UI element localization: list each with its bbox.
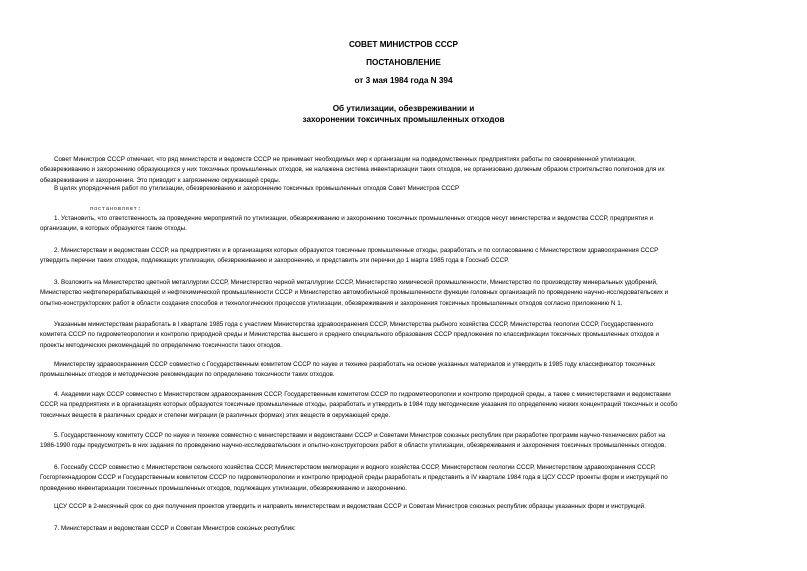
paragraph-line: организации, в которых образуются такие отходы.: [40, 225, 187, 233]
paragraph-purpose: [40, 184, 773, 194]
paragraph-line: 5. Государственному комитету СССР по науке и технике совместно с министерствами и ведомствами СССР и Советами Министров союзных республик при разработке программ научно-технических работ на: [54, 432, 666, 439]
paragraph-line: 1986-1990 годы предусмотреть в них задания по проведению научно-исследовательских и опытно-конструкторских работ в области утилизации, обезвреживания и захоронения токсичных промышленных отходов.: [40, 442, 667, 450]
paragraph-item-5: [40, 431, 773, 452]
paragraph-line: Министерству здравоохранения СССР совместно с Государственным комитетом СССР по науке и технике разработать на основе указанных материалов и утвердить в 1985 году классификатор токсичных: [54, 361, 656, 368]
paragraph-line: 7. Министерствам и ведомствам СССР и Советам Министров союзных республик:: [54, 525, 296, 532]
paragraph-line: 3. Возложить на Министерство цветной металлургии СССР, Министерство черной металлургии СССР, Министерство химической промышленности, Министерство по производству минеральных удобрений,: [54, 279, 658, 286]
paragraph-line: Указанным министерствам разработать в I квартале 1985 года с участием Министерства здравоохранения СССР, Министерства рыбного хозяйства СССР, Министерства геологии СССР, Государственного: [54, 321, 654, 328]
paragraph-line: проведению инвентаризации токсичных промышленных отходов, подлежащих утилизации, обезвреживанию и захоронению.: [40, 484, 407, 492]
date-number-heading: от 3 мая 1984 года N 394: [354, 76, 453, 85]
council-heading: СОВЕТ МИНИСТРОВ СССР: [348, 40, 459, 49]
title-line-2: захоронении токсичных промышленных отходов: [302, 115, 505, 124]
paragraph-line: 1. Установить, что ответственность за проведение мероприятий по утилизации, обезвреживанию и захоронению токсичных промышленных отходов несут министерства и ведомства СССР, предприятия и: [54, 215, 654, 222]
paragraph-line: Госгортехнадзором СССР и Государственным комитетом СССР по гидрометеорологии и контролю природной среды разработать и представить в IV квартале 1984 года в ЦСУ СССР проекты форм и инструкций по: [40, 474, 668, 482]
paragraph-line: обезвреживания и захоронения. Это приводит к загрязнению окружающей среды.: [40, 176, 281, 184]
paragraph-item-3: [40, 278, 773, 309]
paragraph-line: 6. Госснабу СССР совместно с Министерством сельского хозяйства СССР, Министерством мелиорации и водного хозяйства СССР, Министерством геологии СССР, Министерством здравоохранения СССР,: [54, 464, 656, 471]
paragraph-line: Министерство нефтеперерабатывающей и нефтехимической промышленности СССР и Министерство автомобильной промышленности функции головных организаций по проведению научно-исследовательских и: [40, 289, 669, 297]
paragraph-line: токсичных веществ в различных средах и степени миграции (в различных формах) этих веществ в окружающей среде.: [40, 411, 391, 419]
paragraph-line: утвердить перечни таких отходов, подлежащих утилизации, обезвреживанию и захоронению, и представить эти перечни до 1 марта 1985 года в Госснаб СССР.: [40, 257, 509, 265]
paragraph-item-2: [40, 246, 773, 267]
paragraph-item-6b: [40, 502, 773, 512]
title-line-1: Об утилизации, обезвреживании и: [332, 104, 475, 113]
paragraph-line: Совет Министров СССР отмечает, что ряд министерств и ведомств СССР не принимает необходимых мер к организации на подведомственных предприятиях работы по своевременной утилизации,: [54, 156, 636, 163]
paragraph-item-1: [40, 214, 773, 235]
paragraph-line: 2. Министерствам и ведомствам СССР, на предприятиях и в организациях которых образуются токсичные промышленные отходы, разработать и по согласованию с Министерством здравоохранения СССР: [54, 247, 659, 254]
paragraph-item-4: [40, 390, 773, 421]
paragraph-line: обезвреживанию и захоронению образующихся у них токсичных промышленных отходов, не налажена система инвентаризации таких отходов, не организовано должным образом строительство полигонов для их: [40, 166, 665, 174]
paragraph-line: В целях упорядочения работ по утилизации, обезвреживанию и захоронению токсичных промышленных отходов Совет Министров СССР: [54, 185, 460, 192]
paragraph-line: 4. Академии наук СССР совместно с Министерством здравоохранения СССР, Государственным комитетом СССР по гидрометеорологии и контролю природной среды, а также с министерствами и ведомствами: [54, 391, 671, 398]
paragraph-item-3b: [40, 320, 773, 351]
paragraph-item-3c: [40, 360, 773, 381]
paragraph-line: комитета СССР по гидрометеорологии и контролю природной среды и Министерства высшего и среднего специального образования СССР предложения по классификации токсичных промышленных отходов и: [40, 331, 659, 339]
paragraph-line: проекты методических рекомендаций по определению токсичности таких отходов.: [40, 341, 283, 349]
resolves-stamp: постановляет:: [90, 205, 142, 212]
paragraph-line: промышленных отходов и методические рекомендации по определению токсичности таких отходов.: [40, 371, 335, 379]
paragraph-line: опытно-конструкторских работ в области создания способов и технологических процессов утилизации, обезвреживания и захоронения токсичных промышленных отходов согласно приложению N 1.: [40, 299, 623, 307]
paragraph-line: СССР, на предприятиях и в организациях которых образуются токсичные промышленные отходы, разработать и утвердить в 1984 году методические указания по определению низких концентраций токсичных и особо: [40, 401, 678, 409]
paragraph-item-6: [40, 463, 773, 494]
paragraph-line: ЦСУ СССР в 2-месячный срок со дня получения проектов утвердить и направить министерствам и ведомствам СССР и Советам Министров союзных республик образцы указанных форм и инструкций.: [54, 503, 646, 510]
doc-type-heading: ПОСТАНОВЛЕНИЕ: [366, 58, 441, 67]
paragraph-item-7: [40, 524, 773, 534]
paragraph-intro: [40, 155, 773, 186]
